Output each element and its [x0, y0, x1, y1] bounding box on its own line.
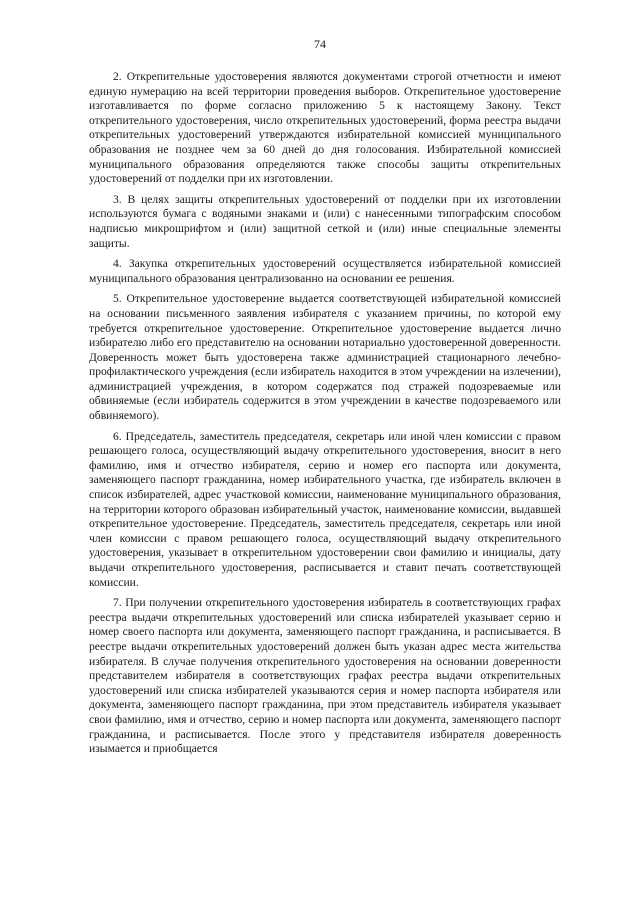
- paragraph-4: 4. Закупка открепительных удостоверений осуществляется избирательной комиссией муниципального образования централизованно на основании ее решения.: [89, 257, 561, 285]
- page-number: 74: [314, 37, 326, 51]
- paragraph-2: 2. Открепительные удостоверения являются документами строгой отчетности и имеют единую нумерацию на всей территории проведения выборов. Открепительное удостоверение изготавливается по форме согласно приложению 5 к настоящему Закону. Текст открепительного удостоверения, число открепительных удостоверений, форма реестра выдачи открепительных удостоверений утверждаются избирательной комиссией муниципального образования не позднее чем за 60 дней до дня голосования. Избирательной комиссией муниципального образования определяются также способы защиты открепительных удостоверений от подделки при их изготовлении.: [89, 70, 561, 186]
- paragraph-3: 3. В целях защиты открепительных удостоверений от подделки при их изготовлении используются бумага с водяными знаками и (или) с нанесенными типографским способом надписью микрошрифтом и (или) защитной сеткой и (или) иные специальные элементы защиты.: [89, 192, 561, 250]
- paragraph-6: 6. Председатель, заместитель председателя, секретарь или иной член комиссии с правом решающего голоса, осуществляющий выдачу открепительного удостоверения, вносит в него фамилию, имя и отчество избирателя, серию и номер его паспорта или документа, заменяющего паспорт гражданина, номер избирательного участка, где избиратель включен в список избирателей, адрес участковой комиссии, наименование муниципального образования, на территории которого образован избирательный участок, наименование комиссии, выдавшей открепительное удостоверение. Председатель, заместитель председателя, секретарь или иной член комиссии с правом решающего голоса, осуществляющий выдачу открепительного удостоверения, указывает в открепительном удостоверении свои фамилию и инициалы, дату выдачи открепительного удостоверения, расписывается и ставит печать соответствующей комиссии.: [89, 429, 561, 589]
- document-body: [89, 70, 561, 763]
- paragraph-5: 5. Открепительное удостоверение выдается соответствующей избирательной комиссией на основании письменного заявления избирателя с указанием причины, по которой ему требуется открепительное удостоверение. Открепительное удостоверение выдается лично избирателю либо его представителю на основании нотариально удостоверенной доверенности. Доверенность может быть удостоверена также администрацией стационарного лечебно-профилактического учреждения (если избиратель находится в этом учреждении на излечении), администрацией учреждения, в котором содержатся под стражей подозреваемые или обвиняемые (если избиратель содержится в этом учреждении в качестве подозреваемого или обвиняемого).: [89, 292, 561, 423]
- paragraph-7: 7. При получении открепительного удостоверения избиратель в соответствующих графах реестра выдачи открепительных удостоверений или списка избирателей указывает серию и номер своего паспорта или документа, заменяющего паспорт гражданина, и расписывается. В реестре выдачи открепительных удостоверений должен быть указан адрес места жительства избирателя. В случае получения открепительного удостоверения на основании доверенности представителем избирателя в соответствующих графах реестра выдачи открепительных удостоверений или списка избирателей указываются серия и номер паспорта избирателя или документа, заменяющего паспорт гражданина, при этом представитель избирателя указывает свои фамилию, имя и отчество, серию и номер паспорта или документа, заменяющего паспорт гражданина, и расписывается. После этого у представителя избирателя доверенность изымается и приобщается: [89, 596, 561, 756]
